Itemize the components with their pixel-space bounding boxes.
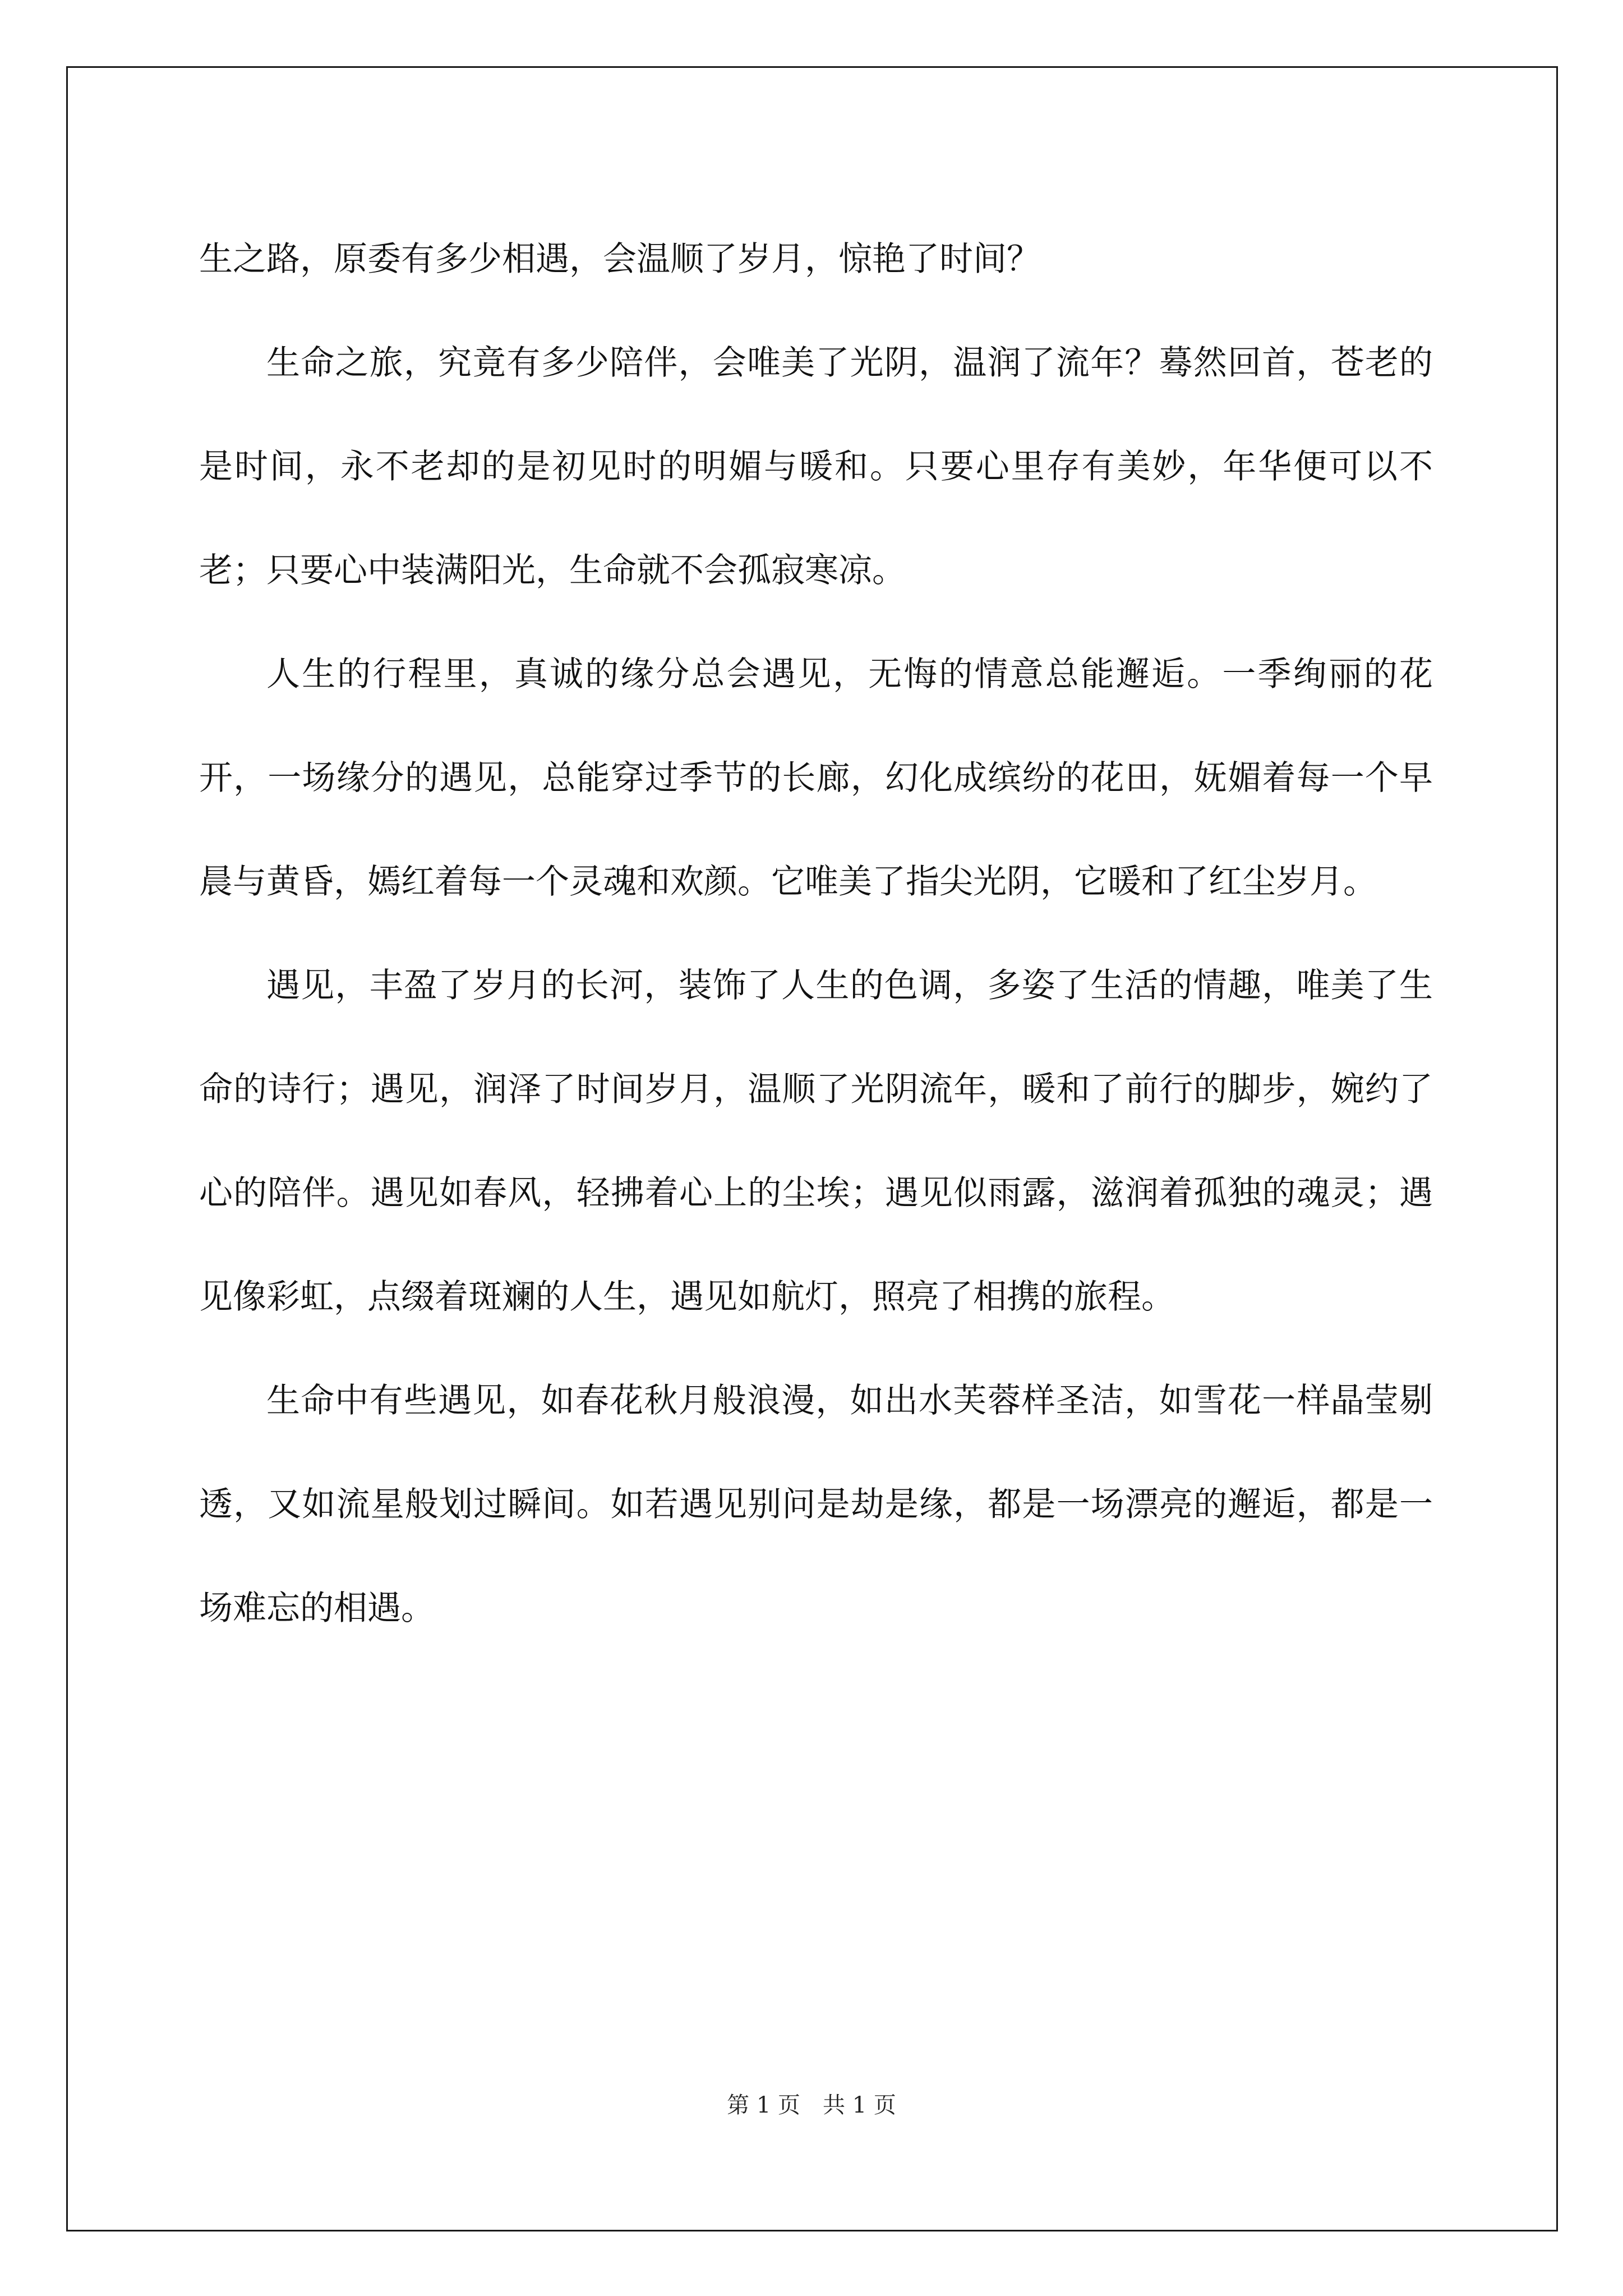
paragraph-4: 遇见，丰盈了岁月的长河，装饰了人生的色调，多姿了生活的情趣，唯美了生命的诗行；遇见，润泽了时间岁月，温顺了光阴流年，暖和了前行的脚步，婉约了心的陪伴。遇见如春风，轻拂着心上的尘埃；遇见似雨露，滋润着孤独的魂灵；遇见像彩虹，点缀着斑斓的人生，遇见如航灯，照亮了相携的旅程。 <box>199 966 1433 1317</box>
document-body <box>199 208 1433 1660</box>
paragraph-5: 生命中有些遇见，如春花秋月般浪漫，如出水芙蓉样圣洁，如雪花一样晶莹剔透，又如流星般划过瞬间。如若遇见别问是劫是缘，都是一场漂亮的邂逅，都是一场难忘的相遇。 <box>199 1381 1433 1628</box>
paragraph-2: 生命之旅，究竟有多少陪伴，会唯美了光阴，温润了流年？蓦然回首，苍老的是时间，永不老却的是初见时的明媚与暖和。只要心里存有美妙，年华便可以不老；只要心中装满阳光，生命就不会孤寂寒凉。 <box>199 343 1433 590</box>
paragraph-1: 生之路，原委有多少相遇，会温顺了岁月，惊艳了时间？ <box>199 240 1040 279</box>
paragraph-3: 人生的行程里，真诚的缘分总会遇见，无悔的情意总能邂逅。一季绚丽的花开，一场缘分的遇见，总能穿过季节的长廊，幻化成缤纷的花田，妩媚着每一个早晨与黄昏，嫣红着每一个灵魂和欢颜。它唯美了指尖光阴，它暖和了红尘岁月。 <box>199 655 1433 901</box>
page-number-footer: 第 1 页 共 1 页 <box>727 2092 896 2118</box>
